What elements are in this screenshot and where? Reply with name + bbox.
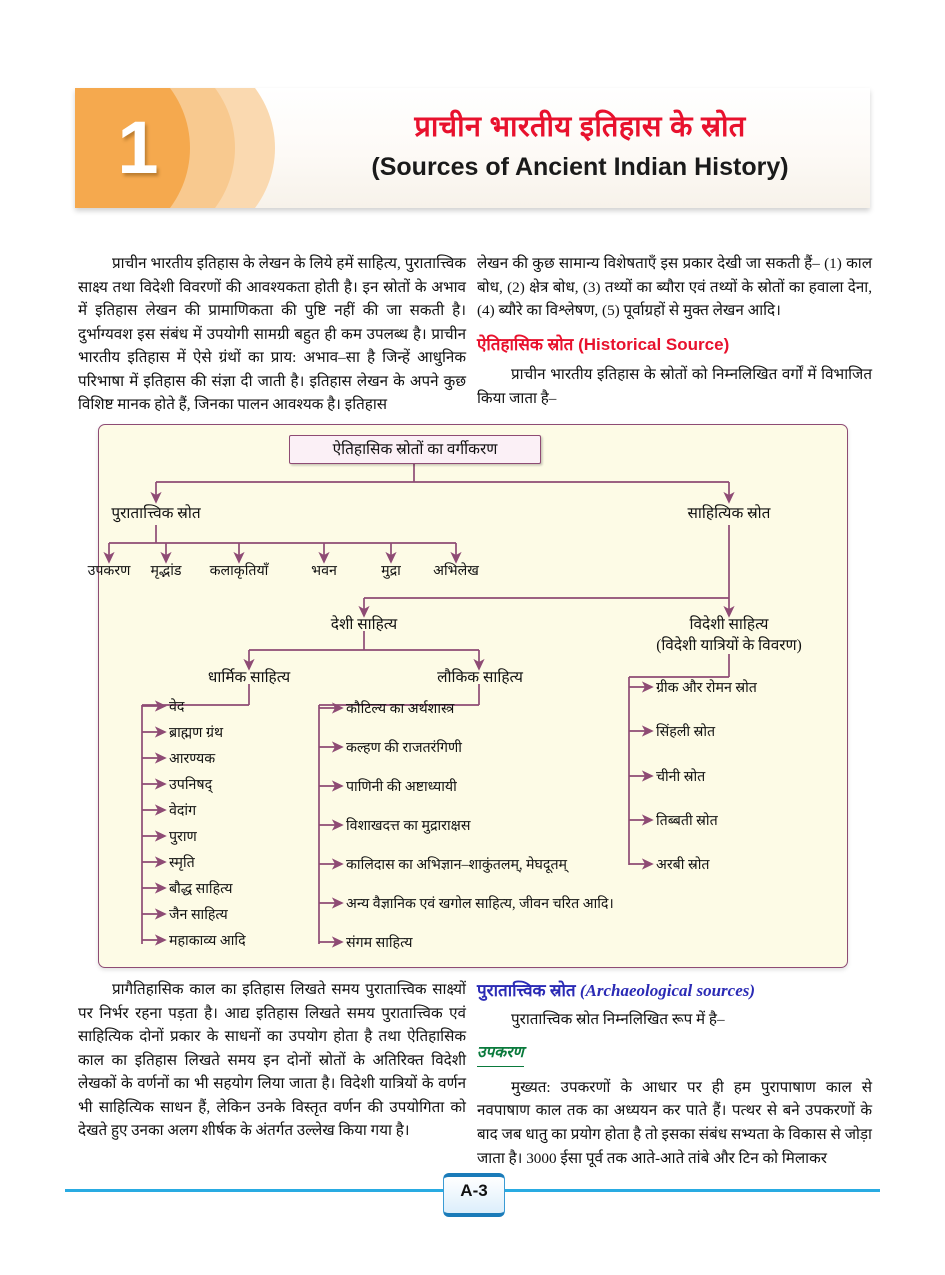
flowchart-leaf-religious: स्मृति	[169, 855, 195, 871]
paragraph: प्राचीन भारतीय इतिहास के स्रोतों को निम्नलिखित वर्गों में विभाजित किया जाता है–	[477, 366, 872, 407]
chapter-title-hindi: प्राचीन भारतीय इतिहास के स्रोत	[414, 111, 746, 143]
body-column-left-top	[78, 252, 466, 417]
flowchart-node-secular-literature: लौकिक साहित्य	[437, 669, 523, 686]
subheading-tools: उपकरण	[477, 1041, 524, 1067]
body-column-left-bottom	[78, 978, 466, 1143]
chapter-title-english: (Sources of Ancient Indian History)	[371, 153, 789, 181]
subheading-wrapper	[477, 1032, 872, 1071]
flowchart-leaf-pottery: मृद्भांड	[150, 563, 182, 579]
flowchart-leaf-tools: उपकरण	[87, 563, 131, 579]
flowchart-leaf-foreign: ग्रीक और रोमन स्रोत	[656, 680, 757, 696]
paragraph: प्राचीन भारतीय इतिहास के लेखन के लिये हमें साहित्य, पुरातात्त्विक साक्ष्य तथा विदेशी विवरणों की आवश्यकता होती है। इन स्रोतों के अभाव में इतिहास लेखन की प्रामाणिकता की पुष्टि नहीं की जा सकती है। दुर्भाग्यवश इस संबंध में उपयोगी सामग्री बहुत ही कम उपलब्ध है। प्राचीन भारतीय इतिहास में ऐसे ग्रंथों का प्राय: अभाव–सा है जिन्हें आधुनिक परिभाषा में इतिहास की संज्ञा दी जाती है। इतिहास लेखन के अपने कुछ विशिष्ट मानक होते हैं, जिनका पालन आवश्यक है। इतिहास	[78, 255, 466, 414]
flowchart-leaf-secular: कालिदास का अभिज्ञान–शाकुंतलम्, मेघदूतम्	[346, 857, 568, 873]
flowchart-leaf-religious: जैन साहित्य	[169, 907, 228, 923]
flowchart-leaf-secular: पाणिनी की अष्टाध्यायी	[346, 779, 457, 795]
flowchart-node-literary: साहित्यिक स्रोत	[687, 505, 771, 522]
flowchart-leaf-religious: ब्राह्मण ग्रंथ	[169, 725, 224, 741]
paragraph: लेखन की कुछ सामान्य विशेषताएँ इस प्रकार देखी जा सकती हैं– (1) काल बोध, (2) क्षेत्र बोध, (3) तथ्यों का ब्यौरा एवं तथ्यों के स्रोतों का हवाला देना, (4) ब्यौरे का विश्लेषण, (5) पूर्वाग्रहों से मुक्त लेखन आदि।	[477, 255, 872, 320]
flowchart-leaf-foreign: सिंहली स्रोत	[656, 724, 716, 740]
flowchart-leaf-religious: वेद	[169, 699, 185, 715]
chapter-header-banner	[75, 88, 870, 208]
flowchart-leaf-religious: आरण्यक	[169, 751, 216, 767]
body-column-right-bottom	[477, 978, 872, 1170]
flowchart-leaf-secular: संगम साहित्य	[346, 935, 413, 951]
heading-hindi-part: पुरातात्त्विक स्रोत	[477, 981, 580, 1000]
flowchart-node-religious-literature: धार्मिक साहित्य	[207, 669, 291, 686]
flowchart-leaf-artifacts: कलाकृतियाँ	[209, 563, 269, 579]
flowchart-leaf-foreign: अरबी स्रोत	[656, 857, 710, 873]
flowchart-node-domestic-literature: देशी साहित्य	[330, 616, 398, 633]
classification-flowchart	[87, 424, 848, 968]
paragraph: पुरातात्त्विक स्रोत निम्नलिखित रूप में है–	[511, 1011, 725, 1029]
flowchart-leaf-religious: महाकाव्य आदि	[169, 933, 246, 949]
flowchart-leaf-foreign: तिब्बती स्रोत	[656, 813, 718, 829]
section-heading-historical-source: ऐतिहासिक स्रोत (Historical Source)	[477, 334, 730, 354]
flowchart-leaf-secular: कौटिल्य का अर्थशास्त्र	[346, 701, 455, 717]
flowchart-leaf-secular: अन्य वैज्ञानिक एवं खगोल साहित्य, जीवन चरित आदि।	[346, 896, 614, 912]
flowchart-leaf-foreign: चीनी स्रोत	[656, 769, 706, 785]
flowchart-leaf-religious: बौद्ध साहित्य	[169, 881, 233, 897]
flowchart-leaf-buildings: भवन	[311, 563, 337, 579]
chapter-number: 1	[117, 106, 159, 189]
flowchart-leaf-religious: उपनिषद्	[169, 777, 213, 793]
paragraph: मुख्यत: उपकरणों के आधार पर ही हम पुरापाषाण काल से नवपाषाण काल तक का अध्ययन कर पाते हैं। पत्थर से बने उपकरणों के बाद जब धातु का प्रयोग होता है तो इसका संबंध सभ्यता के विकास से जोड़ा जाता है। 3000 ईसा पूर्व तक आते-आते तांबे और टिन को मिलाकर	[477, 1078, 872, 1167]
flowchart-leaf-secular: कल्हण की राजतरंगिणी	[346, 740, 462, 756]
flowchart-leaf-coins: मुद्रा	[381, 563, 401, 579]
flowchart-leaf-inscriptions: अभिलेख	[433, 563, 479, 579]
flowchart-node-archaeological: पुरातात्त्विक स्रोत	[111, 505, 201, 522]
flowchart-node-foreign-literature-subtitle: (विदेशी यात्रियों के विवरण)	[656, 637, 802, 654]
flowchart-leaf-secular: विशाखदत्त का मुद्राराक्षस	[346, 818, 471, 834]
section-heading-archaeological-sources	[477, 978, 872, 1004]
page-number-badge: A-3	[443, 1173, 505, 1217]
heading-english-part: (Archaeological sources)	[579, 981, 756, 1000]
flowchart-root-node: ऐतिहासिक स्रोतों का वर्गीकरण	[289, 435, 541, 464]
flowchart-leaf-religious: पुराण	[169, 829, 197, 845]
paragraph: प्रागैतिहासिक काल का इतिहास लिखते समय पुरातात्त्विक साक्ष्यों पर निर्भर रहना पड़ता है। आद्य इतिहास लिखते समय पुरातात्त्विक एवं साहित्यिक दोनों प्रकार के साधनों का उपयोग होता है तथा ऐतिहासिक काल का इतिहास लिखते समय इन दोनों स्रोतों के अतिरिक्त विदेशी लेखकों के वर्णनों का भी सहयोग लिया जाता है। विदेशी यात्रियों के वर्णन भी साहित्यिक साधन हैं, लेकिन उनके विस्तृत वर्णन की उपयोगिता को देखते हुए उनका अलग शीर्षक के अंतर्गत उल्लेख किया गया है।	[78, 981, 466, 1140]
flowchart-leaf-religious: वेदांग	[169, 803, 197, 819]
header-title-group	[300, 106, 860, 182]
body-column-right-top	[477, 252, 872, 410]
flowchart-node-foreign-literature: विदेशी साहित्य	[689, 616, 769, 633]
